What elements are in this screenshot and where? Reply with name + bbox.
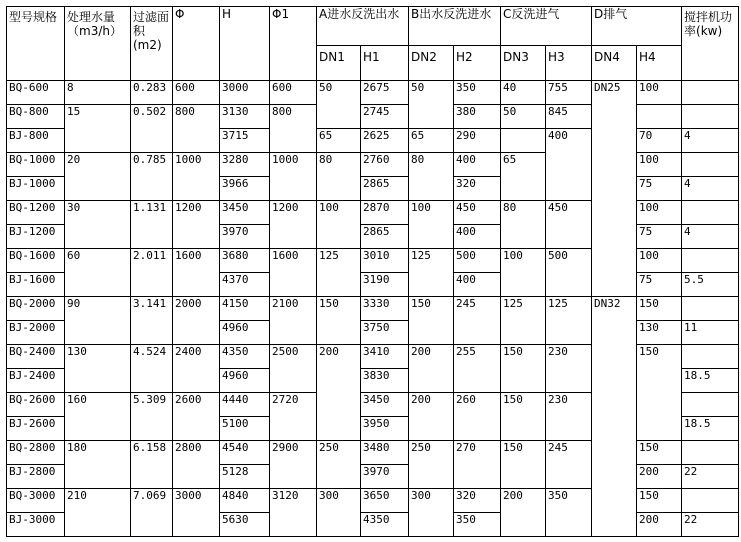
cell-h1: 2625 bbox=[361, 129, 409, 153]
cell-phi: 2800 bbox=[173, 441, 220, 489]
cell-h2: 350 bbox=[454, 81, 501, 105]
cell-h4: 200 bbox=[637, 465, 682, 489]
cell-phi: 800 bbox=[173, 105, 220, 153]
cell-h3: 400 bbox=[546, 129, 592, 201]
header-b: B出水反洗进水 bbox=[409, 7, 501, 46]
cell-h3: 755 bbox=[546, 81, 592, 105]
cell-power: 18.5 bbox=[682, 417, 739, 441]
cell-h1: 3650 bbox=[361, 489, 409, 513]
cell-dn3: 50 bbox=[501, 105, 546, 129]
cell-cap: 180 bbox=[65, 441, 131, 489]
cell-h: 3280 bbox=[220, 153, 270, 177]
cell-h3: 230 bbox=[546, 393, 592, 441]
cell-h: 3130 bbox=[220, 105, 270, 129]
cell-phi: 3000 bbox=[173, 489, 220, 537]
cell-dn1: 250 bbox=[317, 441, 361, 489]
cell-h: 3000 bbox=[220, 81, 270, 105]
cell-model: BQ-1200 bbox=[7, 201, 65, 225]
cell-h3: 450 bbox=[546, 201, 592, 249]
cell-h1: 3010 bbox=[361, 249, 409, 273]
cell-dn1: 50 bbox=[317, 81, 361, 129]
cell-h2: 270 bbox=[454, 441, 501, 489]
cell-h: 4840 bbox=[220, 489, 270, 513]
cell-model: BQ-800 bbox=[7, 105, 65, 129]
cell-power bbox=[682, 441, 739, 465]
cell-dn2: 80 bbox=[409, 153, 454, 201]
cell-h2: 260 bbox=[454, 393, 501, 441]
header-phi: Φ bbox=[173, 7, 220, 81]
cell-phi: 2600 bbox=[173, 393, 220, 441]
cell-dn2: 65 bbox=[409, 129, 454, 153]
cell-h1: 2865 bbox=[361, 177, 409, 201]
cell-h1: 4350 bbox=[361, 513, 409, 537]
header-filter-area: 过滤面积(m2) bbox=[131, 7, 173, 81]
cell-model: BQ-1600 bbox=[7, 249, 65, 273]
cell-h: 5100 bbox=[220, 417, 270, 441]
cell-model: BJ-2600 bbox=[7, 417, 65, 441]
cell-h: 3450 bbox=[220, 201, 270, 225]
cell-model: BJ-3000 bbox=[7, 513, 65, 537]
cell-h4: 100 bbox=[637, 201, 682, 225]
cell-dn3: 40 bbox=[501, 81, 546, 105]
cell-h3: 125 bbox=[546, 297, 592, 345]
cell-cap: 15 bbox=[65, 105, 131, 153]
cell-area: 5.309 bbox=[131, 393, 173, 441]
header-dn2: DN2 bbox=[409, 46, 454, 81]
header-h: H bbox=[220, 7, 270, 81]
header-phi1: Φ1 bbox=[270, 7, 317, 81]
cell-dn1: 125 bbox=[317, 249, 361, 297]
cell-h2: 400 bbox=[454, 153, 501, 177]
cell-power bbox=[682, 297, 739, 321]
cell-cap: 130 bbox=[65, 345, 131, 393]
header-c: C反洗进气 bbox=[501, 7, 592, 46]
cell-cap: 60 bbox=[65, 249, 131, 297]
cell-h1: 3450 bbox=[361, 393, 409, 417]
cell-h1: 3970 bbox=[361, 465, 409, 489]
header-row bbox=[7, 7, 739, 46]
cell-h2: 450 bbox=[454, 201, 501, 225]
cell-h1: 2865 bbox=[361, 225, 409, 249]
header-a: A进水反洗出水 bbox=[317, 7, 409, 46]
header-power: 搅拌机功率(kw) bbox=[682, 7, 739, 81]
cell-dn3: 200 bbox=[501, 489, 546, 537]
cell-dn2: 50 bbox=[409, 81, 454, 129]
header-h3: H3 bbox=[546, 46, 592, 81]
cell-area: 0.502 bbox=[131, 105, 173, 153]
cell-dn2: 125 bbox=[409, 249, 454, 297]
cell-h3: 245 bbox=[546, 441, 592, 489]
cell-h1: 3750 bbox=[361, 321, 409, 345]
cell-h: 4370 bbox=[220, 273, 270, 297]
cell-phi: 2000 bbox=[173, 297, 220, 345]
cell-phi: 2400 bbox=[173, 345, 220, 393]
cell-model: BQ-2800 bbox=[7, 441, 65, 465]
cell-h1: 2745 bbox=[361, 105, 409, 129]
cell-h2: 380 bbox=[454, 105, 501, 129]
cell-h3: 350 bbox=[546, 489, 592, 537]
cell-model: BQ-2400 bbox=[7, 345, 65, 369]
cell-phi: 600 bbox=[173, 81, 220, 105]
cell-h: 3970 bbox=[220, 225, 270, 249]
cell-model: BJ-1000 bbox=[7, 177, 65, 201]
table-row bbox=[7, 81, 739, 105]
cell-area: 6.158 bbox=[131, 441, 173, 489]
cell-h2: 255 bbox=[454, 345, 501, 393]
cell-power bbox=[682, 345, 739, 369]
cell-dn2: 250 bbox=[409, 441, 454, 489]
header-d: D排气 bbox=[592, 7, 682, 46]
cell-area: 7.069 bbox=[131, 489, 173, 537]
cell-h4: 150 bbox=[637, 441, 682, 465]
header-h4: H4 bbox=[637, 46, 682, 81]
cell-h3: 845 bbox=[546, 105, 592, 129]
cell-phi: 1600 bbox=[173, 249, 220, 297]
cell-h4: 200 bbox=[637, 513, 682, 537]
cell-h2: 400 bbox=[454, 273, 501, 297]
cell-area: 0.785 bbox=[131, 153, 173, 201]
cell-power bbox=[682, 489, 739, 513]
cell-phi1: 2100 bbox=[270, 297, 317, 345]
cell-power: 22 bbox=[682, 513, 739, 537]
cell-h2: 400 bbox=[454, 225, 501, 249]
cell-model: BQ-2600 bbox=[7, 393, 65, 417]
cell-area: 0.283 bbox=[131, 81, 173, 105]
cell-model: BJ-1600 bbox=[7, 273, 65, 297]
cell-phi1: 1200 bbox=[270, 201, 317, 249]
cell-h1: 3330 bbox=[361, 297, 409, 321]
cell-area: 3.141 bbox=[131, 297, 173, 345]
cell-phi1: 2900 bbox=[270, 441, 317, 489]
cell-power: 5.5 bbox=[682, 273, 739, 297]
cell-model: BQ-1000 bbox=[7, 153, 65, 177]
cell-dn3: 80 bbox=[501, 201, 546, 249]
header-dn3: DN3 bbox=[501, 46, 546, 81]
cell-dn1: 200 bbox=[317, 345, 361, 441]
cell-dn2: 200 bbox=[409, 345, 454, 393]
cell-h1: 3190 bbox=[361, 273, 409, 297]
cell-h1: 2870 bbox=[361, 201, 409, 225]
cell-dn2: 200 bbox=[409, 393, 454, 441]
cell-h4 bbox=[637, 105, 682, 129]
cell-h1: 3950 bbox=[361, 417, 409, 441]
cell-dn3: 150 bbox=[501, 345, 546, 393]
header-dn4: DN4 bbox=[592, 46, 637, 81]
cell-power bbox=[682, 201, 739, 225]
cell-h4: 75 bbox=[637, 225, 682, 249]
cell-h2: 245 bbox=[454, 297, 501, 345]
cell-h: 4540 bbox=[220, 441, 270, 465]
cell-h4: 100 bbox=[637, 81, 682, 105]
cell-phi1: 1600 bbox=[270, 249, 317, 297]
cell-h1: 3480 bbox=[361, 441, 409, 465]
cell-cap: 20 bbox=[65, 153, 131, 201]
cell-dn4: DN32 bbox=[592, 297, 637, 537]
header-capacity: 处理水量（m3/h） bbox=[65, 7, 131, 81]
cell-h1: 2760 bbox=[361, 153, 409, 177]
cell-h4: 70 bbox=[637, 129, 682, 153]
cell-h: 4150 bbox=[220, 297, 270, 321]
cell-area: 4.524 bbox=[131, 345, 173, 393]
cell-h3: 230 bbox=[546, 345, 592, 393]
cell-dn3: 150 bbox=[501, 441, 546, 489]
cell-h: 4440 bbox=[220, 393, 270, 417]
table-row bbox=[7, 297, 739, 321]
cell-dn1: 65 bbox=[317, 129, 361, 153]
header-dn1: DN1 bbox=[317, 46, 361, 81]
cell-power bbox=[682, 249, 739, 273]
cell-dn1: 80 bbox=[317, 153, 361, 201]
cell-dn3: 125 bbox=[501, 297, 546, 345]
cell-h1: 3830 bbox=[361, 369, 409, 393]
cell-h: 3966 bbox=[220, 177, 270, 201]
cell-dn1: 300 bbox=[317, 489, 361, 537]
cell-model: BJ-2800 bbox=[7, 465, 65, 489]
cell-area: 2.011 bbox=[131, 249, 173, 297]
cell-phi1: 3120 bbox=[270, 489, 317, 537]
cell-h1: 2675 bbox=[361, 81, 409, 105]
cell-dn3: 150 bbox=[501, 393, 546, 441]
cell-phi1: 600 bbox=[270, 81, 317, 105]
cell-h3: 500 bbox=[546, 249, 592, 297]
cell-model: BJ-2400 bbox=[7, 369, 65, 393]
cell-model: BJ-800 bbox=[7, 129, 65, 153]
cell-phi1: 2720 bbox=[270, 393, 317, 441]
cell-h4: 150 bbox=[637, 489, 682, 513]
cell-power bbox=[682, 81, 739, 105]
cell-h: 4350 bbox=[220, 345, 270, 369]
spec-table bbox=[6, 6, 739, 537]
cell-dn3: 100 bbox=[501, 249, 546, 297]
cell-dn4: DN25 bbox=[592, 81, 637, 297]
cell-h4: 75 bbox=[637, 273, 682, 297]
cell-h4: 100 bbox=[637, 153, 682, 177]
header-h1: H1 bbox=[361, 46, 409, 81]
cell-power: 4 bbox=[682, 225, 739, 249]
cell-cap: 90 bbox=[65, 297, 131, 345]
cell-h: 3680 bbox=[220, 249, 270, 273]
cell-dn1: 150 bbox=[317, 297, 361, 345]
cell-phi: 1000 bbox=[173, 153, 220, 201]
cell-h2: 320 bbox=[454, 177, 501, 201]
cell-dn3: 65 bbox=[501, 153, 546, 201]
cell-model: BQ-600 bbox=[7, 81, 65, 105]
cell-h4: 150 bbox=[637, 297, 682, 321]
cell-h4: 130 bbox=[637, 321, 682, 345]
cell-h: 5630 bbox=[220, 513, 270, 537]
cell-power bbox=[682, 393, 739, 417]
header-h2: H2 bbox=[454, 46, 501, 81]
cell-cap: 30 bbox=[65, 201, 131, 249]
cell-model: BQ-3000 bbox=[7, 489, 65, 513]
cell-dn3 bbox=[501, 129, 546, 153]
header-model: 型号规格 bbox=[7, 7, 65, 81]
cell-h4: 75 bbox=[637, 177, 682, 201]
cell-cap: 210 bbox=[65, 489, 131, 537]
cell-model: BQ-2000 bbox=[7, 297, 65, 321]
cell-h4: 100 bbox=[637, 249, 682, 273]
cell-phi1: 1000 bbox=[270, 153, 317, 201]
cell-power: 11 bbox=[682, 321, 739, 345]
cell-phi1: 2500 bbox=[270, 345, 317, 393]
cell-power bbox=[682, 153, 739, 177]
cell-h2: 290 bbox=[454, 129, 501, 153]
cell-h2: 500 bbox=[454, 249, 501, 273]
cell-h2: 320 bbox=[454, 489, 501, 513]
cell-dn2: 300 bbox=[409, 489, 454, 537]
cell-phi: 1200 bbox=[173, 201, 220, 249]
cell-power: 22 bbox=[682, 465, 739, 489]
cell-power: 4 bbox=[682, 129, 739, 153]
cell-h1: 3410 bbox=[361, 345, 409, 369]
cell-dn1: 100 bbox=[317, 201, 361, 249]
cell-h: 4960 bbox=[220, 369, 270, 393]
cell-h4: 150 bbox=[637, 345, 682, 441]
cell-h2: 350 bbox=[454, 513, 501, 537]
cell-area: 1.131 bbox=[131, 201, 173, 249]
cell-power: 4 bbox=[682, 177, 739, 201]
cell-power bbox=[682, 105, 739, 129]
cell-cap: 8 bbox=[65, 81, 131, 105]
cell-h: 4960 bbox=[220, 321, 270, 345]
cell-model: BJ-1200 bbox=[7, 225, 65, 249]
cell-cap: 160 bbox=[65, 393, 131, 441]
cell-model: BJ-2000 bbox=[7, 321, 65, 345]
cell-phi1: 800 bbox=[270, 105, 317, 153]
cell-dn2: 100 bbox=[409, 201, 454, 249]
cell-h: 3715 bbox=[220, 129, 270, 153]
cell-power: 18.5 bbox=[682, 369, 739, 393]
cell-dn2: 150 bbox=[409, 297, 454, 345]
cell-h: 5128 bbox=[220, 465, 270, 489]
